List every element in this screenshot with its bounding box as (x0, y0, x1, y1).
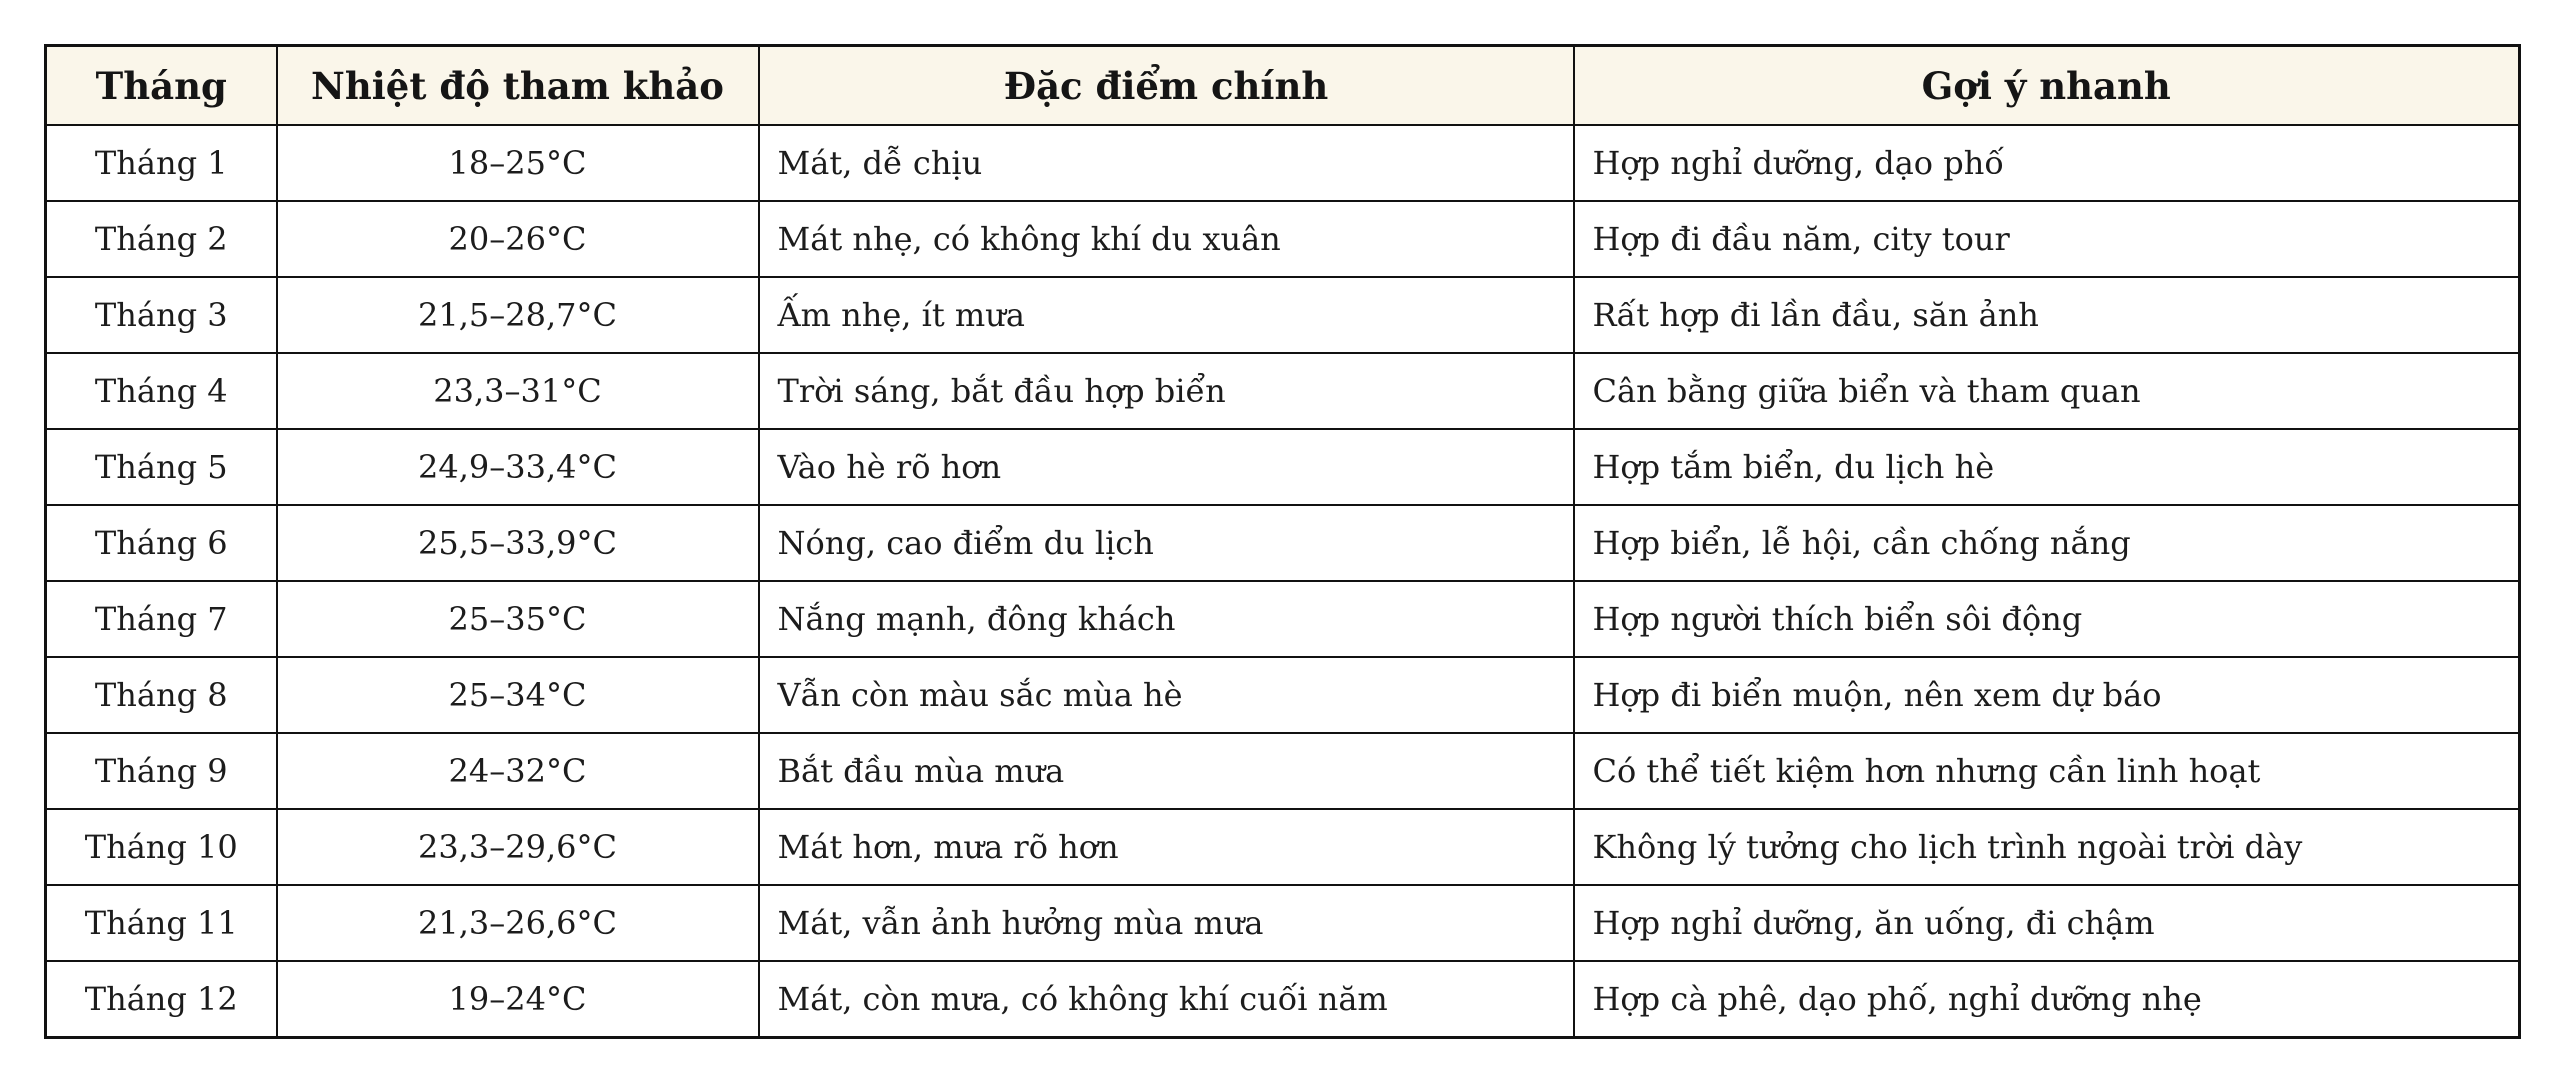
cell-main-features: Vào hè rõ hơn (759, 429, 1574, 505)
cell-temperature: 24–32°C (277, 733, 759, 809)
table-row (46, 429, 2520, 505)
cell-month: Tháng 7 (46, 581, 277, 657)
header-temperature: Nhiệt độ tham khảo (277, 46, 759, 126)
table-row (46, 277, 2520, 353)
header-main-features: Đặc điểm chính (759, 46, 1574, 126)
cell-temperature: 20–26°C (277, 201, 759, 277)
cell-quick-tips: Hợp cà phê, dạo phố, nghỉ dưỡng nhẹ (1574, 961, 2520, 1038)
table-row (46, 353, 2520, 429)
cell-month: Tháng 11 (46, 885, 277, 961)
cell-month: Tháng 12 (46, 961, 277, 1038)
cell-main-features: Mát nhẹ, có không khí du xuân (759, 201, 1574, 277)
table-row (46, 657, 2520, 733)
table-row (46, 125, 2520, 201)
cell-main-features: Vẫn còn màu sắc mùa hè (759, 657, 1574, 733)
cell-main-features: Nắng mạnh, đông khách (759, 581, 1574, 657)
table-row (46, 809, 2520, 885)
cell-month: Tháng 9 (46, 733, 277, 809)
cell-temperature: 19–24°C (277, 961, 759, 1038)
table-header (46, 46, 2520, 126)
table-row (46, 505, 2520, 581)
header-row (46, 46, 2520, 126)
cell-main-features: Trời sáng, bắt đầu hợp biển (759, 353, 1574, 429)
cell-quick-tips: Hợp biển, lễ hội, cần chống nắng (1574, 505, 2520, 581)
cell-month: Tháng 3 (46, 277, 277, 353)
cell-main-features: Mát, còn mưa, có không khí cuối năm (759, 961, 1574, 1038)
cell-main-features: Mát, dễ chịu (759, 125, 1574, 201)
cell-month: Tháng 10 (46, 809, 277, 885)
cell-main-features: Bắt đầu mùa mưa (759, 733, 1574, 809)
cell-month: Tháng 8 (46, 657, 277, 733)
cell-temperature: 24,9–33,4°C (277, 429, 759, 505)
cell-month: Tháng 6 (46, 505, 277, 581)
table-row (46, 885, 2520, 961)
table-row (46, 201, 2520, 277)
cell-quick-tips: Không lý tưởng cho lịch trình ngoài trời dày (1574, 809, 2520, 885)
cell-temperature: 21,3–26,6°C (277, 885, 759, 961)
table-row (46, 961, 2520, 1038)
cell-quick-tips: Hợp đi biển muộn, nên xem dự báo (1574, 657, 2520, 733)
monthly-weather-table (44, 44, 2521, 1039)
cell-quick-tips: Hợp đi đầu năm, city tour (1574, 201, 2520, 277)
cell-temperature: 25,5–33,9°C (277, 505, 759, 581)
cell-quick-tips: Rất hợp đi lần đầu, săn ảnh (1574, 277, 2520, 353)
header-quick-tips: Gợi ý nhanh (1574, 46, 2520, 126)
cell-temperature: 23,3–29,6°C (277, 809, 759, 885)
cell-quick-tips: Hợp người thích biển sôi động (1574, 581, 2520, 657)
cell-quick-tips: Hợp nghỉ dưỡng, dạo phố (1574, 125, 2520, 201)
cell-month: Tháng 4 (46, 353, 277, 429)
table-body (46, 125, 2520, 1038)
cell-quick-tips: Có thể tiết kiệm hơn nhưng cần linh hoạt (1574, 733, 2520, 809)
cell-temperature: 18–25°C (277, 125, 759, 201)
table-row (46, 581, 2520, 657)
cell-temperature: 25–35°C (277, 581, 759, 657)
cell-main-features: Mát hơn, mưa rõ hơn (759, 809, 1574, 885)
table-container (44, 44, 2518, 1039)
cell-month: Tháng 2 (46, 201, 277, 277)
cell-main-features: Mát, vẫn ảnh hưởng mùa mưa (759, 885, 1574, 961)
cell-month: Tháng 1 (46, 125, 277, 201)
cell-quick-tips: Hợp tắm biển, du lịch hè (1574, 429, 2520, 505)
cell-month: Tháng 5 (46, 429, 277, 505)
cell-temperature: 23,3–31°C (277, 353, 759, 429)
cell-main-features: Nóng, cao điểm du lịch (759, 505, 1574, 581)
cell-quick-tips: Hợp nghỉ dưỡng, ăn uống, đi chậm (1574, 885, 2520, 961)
header-month: Tháng (46, 46, 277, 126)
cell-temperature: 25–34°C (277, 657, 759, 733)
table-row (46, 733, 2520, 809)
cell-main-features: Ấm nhẹ, ít mưa (759, 277, 1574, 353)
cell-quick-tips: Cân bằng giữa biển và tham quan (1574, 353, 2520, 429)
cell-temperature: 21,5–28,7°C (277, 277, 759, 353)
